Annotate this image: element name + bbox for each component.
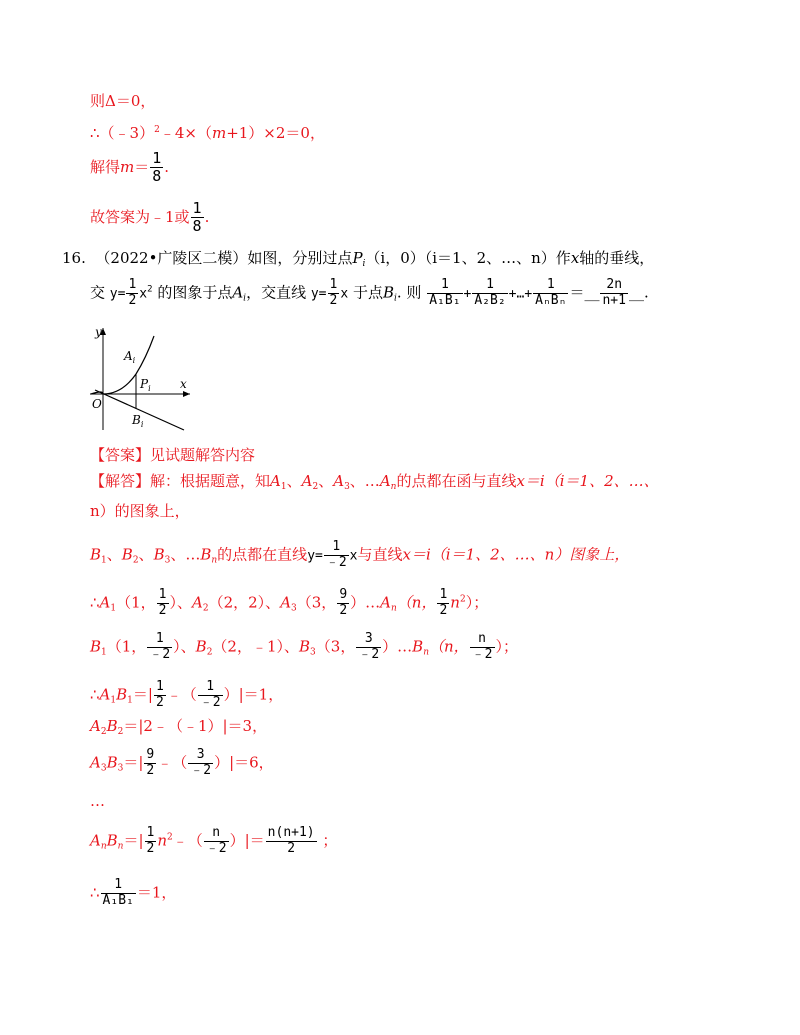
solution-prev-line-1: 则Δ＝0， xyxy=(90,92,156,110)
solution-prev-line-4: 故答案为﹣1或 $\frac{1}{8}$ . xyxy=(90,199,210,236)
solution-line-9: … xyxy=(90,792,105,810)
solution-label: 【解答】 xyxy=(90,472,151,490)
solution-prev-line-3: 解得m＝ $\frac{1}{8}$ . xyxy=(90,149,170,186)
solution-line-11: ∴ $\frac{1}{\text{A₁B₁}}$ ＝1， xyxy=(90,877,177,908)
fraction-1-over-A1B1: $\frac{1}{\text{A₁B₁}}$ xyxy=(429,277,461,308)
problem-16-line-1: 16. （2022•广陵区二模）如图，分别过点$P_i(i$，0）（i＝1、2、…、n）作x轴的垂线， xyxy=(62,249,655,269)
fraction-neg-1-2: $\frac{1}{﹣2}$ xyxy=(149,631,171,662)
problem-16-line-2: 交 y= $\frac{1}{2}$ $x^2$ 的图象于点$A_i$，交直线 y= $\frac{1}{2}$ x 于点$B_i$. 则 $\frac{1}{\text{A₁B₁}}$ + $\frac{1}{\text{A₂B₂}}$ +…+ $\frac{1}{\text{AₙBₙ}}$ ＝__ $\frac{2n}{n+1}$ __. xyxy=(90,277,649,308)
fraction-neg-3-2: $\frac{3}{﹣2}$ xyxy=(358,631,380,662)
solution-line-6: $\therefore A_1B_1=|$ $\frac{1}{2}$ ﹣（ $\frac{1}{﹣2}$ ）|＝1， xyxy=(90,679,284,710)
solution-prev-line-2: ∴（﹣3）$^2$﹣4×（m+1）×2＝0， xyxy=(90,124,325,142)
solution-line-3: $B_1$、$B_2$、$B_3$、$\dots B_n$的点都在直线y= $\frac{1}{﹣2}$ x与直线x＝i（i＝1、2、…、n）图象上， xyxy=(90,539,630,570)
answer-blank-fraction: $\frac{2n}{n+1}$ xyxy=(602,277,626,308)
fraction-9-2: $\frac{9}{2}$ xyxy=(146,747,155,778)
fraction-1-2: $\frac{1}{2}$ xyxy=(128,277,137,308)
fraction-neg-n-2: $\frac{n}{﹣2}$ xyxy=(205,825,227,856)
label-x: x xyxy=(180,377,187,391)
fraction-1-2: $\frac{1}{2}$ xyxy=(329,277,338,308)
fraction-neg-1-2: $\frac{1}{﹣2}$ xyxy=(199,679,221,710)
fraction-1-8: $\frac{1}{8}$ xyxy=(192,199,202,236)
answer-line: 【答案】见试题解答内容 xyxy=(90,446,256,464)
problem-number: 16. xyxy=(62,249,86,267)
fraction-n-n-plus-1-over-2: $\frac{n(n+1)}{2}$ xyxy=(267,825,315,856)
label-O: O xyxy=(92,397,102,411)
label-y: y xyxy=(95,325,102,339)
fraction-1-over-A2B2: $\frac{1}{\text{A₂B₂}}$ xyxy=(474,277,506,308)
fraction-1-over-A1B1: $\frac{1}{\text{A₁B₁}}$ xyxy=(102,877,134,908)
fraction-neg-n-2: $\frac{n}{﹣2}$ xyxy=(471,631,493,662)
solution-line-4: $\therefore A_1(1$， $\frac{1}{2}$ ）、$A_2(2$，2）、$A_3(3$， $\frac{9}{2}$ ）$\dots A_n(n$， $\frac{1}{2}$ $n^2$）； xyxy=(90,587,489,618)
solution-line-2: n）的图象上， xyxy=(90,502,190,520)
fraction-neg-3-2: $\frac{3}{﹣2}$ xyxy=(190,747,212,778)
fraction-1-2: $\frac{1}{2}$ xyxy=(439,587,448,618)
solution-line-1: 【解答】解：根据题意，知$A_1$、$A_2$、$A_3$、$\dots A_n$的点都在函与直线x＝i（i＝1、2、…、 xyxy=(90,472,659,492)
fraction-1-8: $\frac{1}{8}$ xyxy=(152,149,162,186)
fraction-1-2: $\frac{1}{2}$ xyxy=(155,679,164,710)
fraction-neg-1-2: $\frac{1}{﹣2}$ xyxy=(325,539,347,570)
fraction-1-over-AnBn: $\frac{1}{\text{AₙBₙ}}$ xyxy=(535,277,567,308)
parabola-line-figure xyxy=(86,322,196,434)
answer-label: 【答案】 xyxy=(90,446,151,464)
solution-line-5: $B_1(1$， $\frac{1}{﹣2}$ ）、$B_2(2$，﹣1）、$B_3(3$， $\frac{3}{﹣2}$ ）$\dots B_n(n$， $\frac{n}{﹣2}$ ）； xyxy=(90,631,519,662)
solution-line-8: $A_3B_3=|$ $\frac{9}{2}$ ﹣（ $\frac{3}{﹣2}$ ）|＝6， xyxy=(90,747,274,778)
solution-line-10: $A_nB_n=|$ $\frac{1}{2}$ $n^2﹣$（ $\frac{n}{﹣2}$ ）|＝ $\frac{n(n+1)}{2}$ ； xyxy=(90,825,338,856)
label-Ai: $A_i$ xyxy=(124,349,136,365)
fraction-9-2: $\frac{9}{2}$ xyxy=(339,587,348,618)
label-Bi: $B_i$ xyxy=(132,413,144,429)
label-Pi: $P_i$ xyxy=(140,377,151,393)
x-axis-arrow xyxy=(183,391,190,397)
fraction-1-2: $\frac{1}{2}$ xyxy=(146,825,155,856)
fraction-1-2: $\frac{1}{2}$ xyxy=(158,587,167,618)
solution-line-7: $A_2B_2=|2﹣(﹣1)|=3$， xyxy=(90,717,268,737)
